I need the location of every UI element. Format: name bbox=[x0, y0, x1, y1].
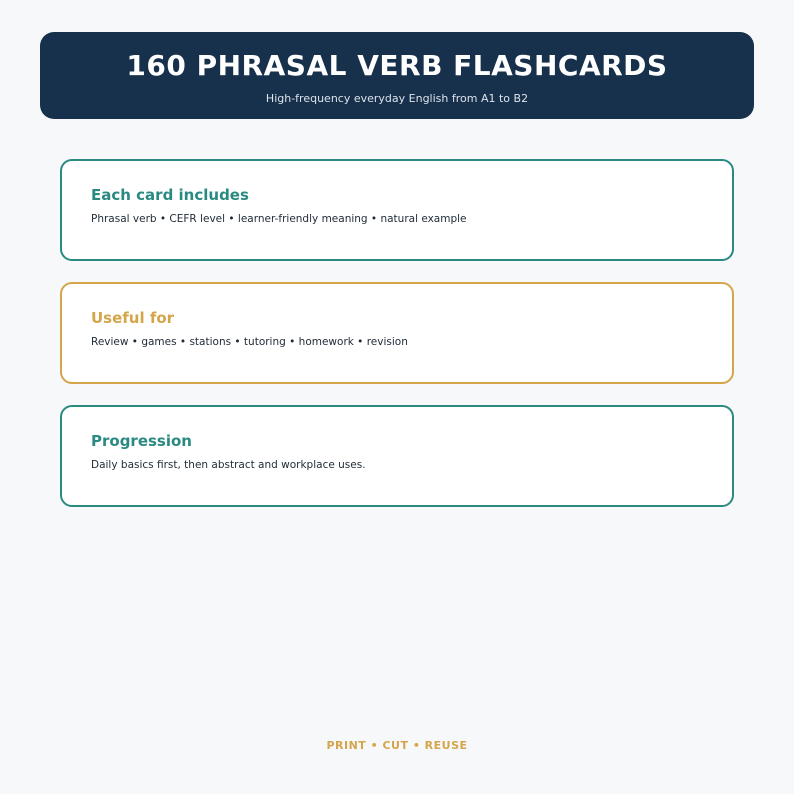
card-body: Daily basics first, then abstract and workplace uses. bbox=[91, 459, 366, 471]
page-title: 160 PHRASAL VERB FLASHCARDS bbox=[126, 49, 668, 82]
card-heading: Progression bbox=[91, 432, 192, 450]
card-heading: Each card includes bbox=[91, 186, 249, 204]
card-progression bbox=[60, 405, 734, 507]
page-subtitle: High-frequency everyday English from A1 to B2 bbox=[265, 92, 529, 105]
card-body: Review • games • stations • tutoring • homework • revision bbox=[91, 336, 408, 348]
card-heading: Useful for bbox=[91, 309, 175, 327]
footer-tagline: PRINT • CUT • REUSE bbox=[326, 739, 468, 752]
header-banner bbox=[40, 32, 754, 119]
card-body: Phrasal verb • CEFR level • learner-friendly meaning • natural example bbox=[91, 213, 467, 225]
card-useful-for bbox=[60, 282, 734, 384]
card-each-card-includes bbox=[60, 159, 734, 261]
